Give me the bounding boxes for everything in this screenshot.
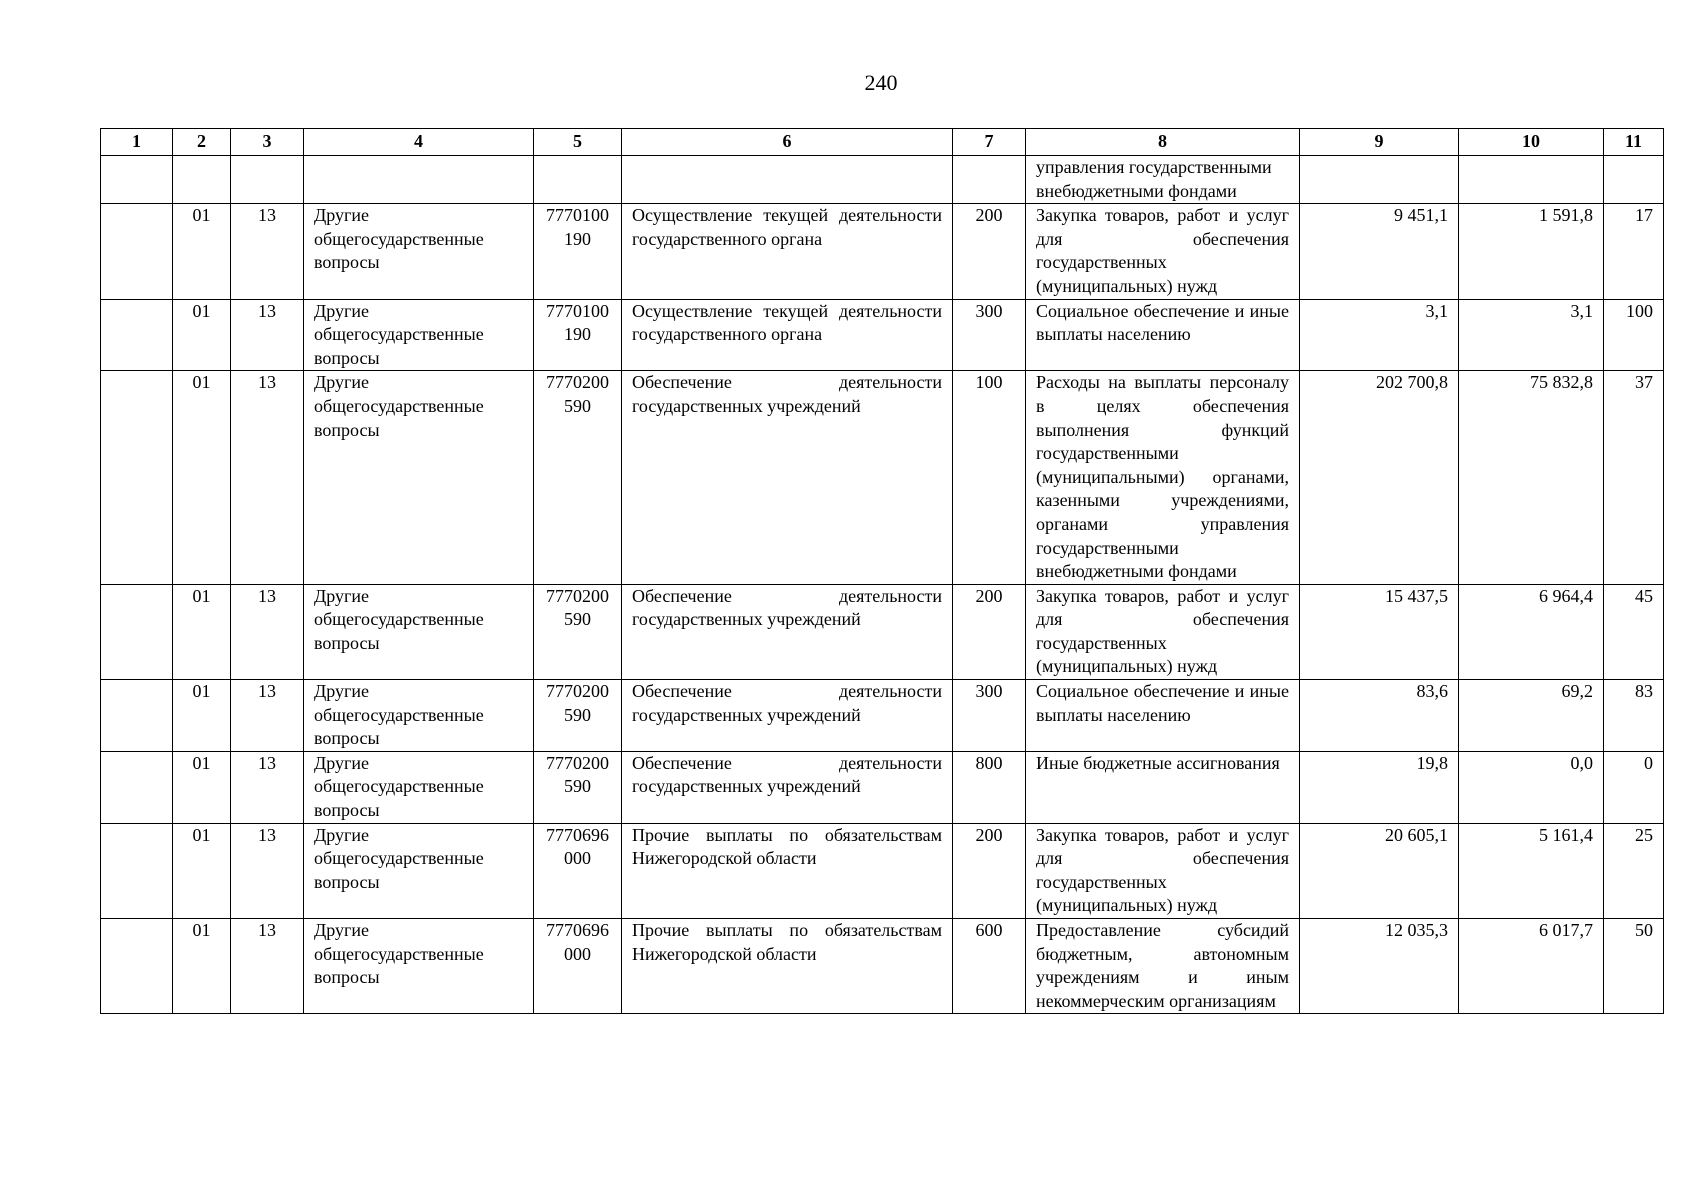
cell-target-code: 7770200590 — [534, 680, 622, 752]
cell-subsection: 13 — [231, 823, 304, 918]
cell-percent: 83 — [1604, 680, 1664, 752]
cell-target-name: Обеспечение деятельности государственных учреждений — [622, 371, 953, 584]
cell-empty — [953, 156, 1026, 204]
cell-subsection-name: Другие общегосударственные вопросы — [304, 680, 534, 752]
cell-empty — [101, 204, 173, 299]
cell-subsection: 13 — [231, 751, 304, 823]
cell-subsection: 13 — [231, 919, 304, 1014]
cell-target-name: Прочие выплаты по обязательствам Нижегородской области — [622, 823, 953, 918]
cell-subsection: 13 — [231, 204, 304, 299]
cell-subsection: 13 — [231, 584, 304, 679]
table-row — [101, 919, 1664, 1014]
table-row — [101, 299, 1664, 371]
cell-section: 01 — [173, 204, 231, 299]
cell-expense-type: Закупка товаров, работ и услуг для обеспечения государственных (муниципальных) нужд — [1026, 823, 1300, 918]
cell-planned: 3,1 — [1300, 299, 1459, 371]
cell-percent: 50 — [1604, 919, 1664, 1014]
cell-target-name: Осуществление текущей деятельности государственного органа — [622, 299, 953, 371]
cell-subsection-name: Другие общегосударственные вопросы — [304, 751, 534, 823]
cell-percent: 100 — [1604, 299, 1664, 371]
cell-expense-code: 600 — [953, 919, 1026, 1014]
cell-percent: 0 — [1604, 751, 1664, 823]
cell-expense-code: 200 — [953, 204, 1026, 299]
table-row — [101, 204, 1664, 299]
cell-percent: 37 — [1604, 371, 1664, 584]
cell-empty — [101, 919, 173, 1014]
cell-empty — [1300, 156, 1459, 204]
column-header: 4 — [304, 129, 534, 156]
cell-planned: 9 451,1 — [1300, 204, 1459, 299]
cell-expense-code: 100 — [953, 371, 1026, 584]
cell-planned: 202 700,8 — [1300, 371, 1459, 584]
cell-expense-code: 300 — [953, 680, 1026, 752]
cell-target-name: Обеспечение деятельности государственных учреждений — [622, 680, 953, 752]
cell-planned: 15 437,5 — [1300, 584, 1459, 679]
column-header: 11 — [1604, 129, 1664, 156]
header-row — [101, 129, 1664, 156]
cell-empty — [101, 680, 173, 752]
column-header: 1 — [101, 129, 173, 156]
cell-empty — [173, 156, 231, 204]
cell-percent: 25 — [1604, 823, 1664, 918]
cell-expense-type: Предоставление субсидий бюджетным, автономным учреждениям и иным некоммерческим организациям — [1026, 919, 1300, 1014]
cell-empty — [304, 156, 534, 204]
cell-expense-code: 300 — [953, 299, 1026, 371]
table-row — [101, 371, 1664, 584]
cell-section: 01 — [173, 919, 231, 1014]
cell-expense-type: Закупка товаров, работ и услуг для обеспечения государственных (муниципальных) нужд — [1026, 584, 1300, 679]
cell-executed: 5 161,4 — [1459, 823, 1604, 918]
column-header: 3 — [231, 129, 304, 156]
cell-empty — [1604, 156, 1664, 204]
cell-planned: 12 035,3 — [1300, 919, 1459, 1014]
column-header: 8 — [1026, 129, 1300, 156]
cell-expense-type: Расходы на выплаты персоналу в целях обеспечения выполнения функций государственными (муниципальными) органами, казенными учреждениями, органами управления государственными внебюджетными фондами — [1026, 371, 1300, 584]
cell-section: 01 — [173, 584, 231, 679]
continuation-row — [101, 156, 1664, 204]
cell-empty — [1459, 156, 1604, 204]
cell-target-code: 7770200590 — [534, 584, 622, 679]
cell-expense-code: 200 — [953, 584, 1026, 679]
column-header: 10 — [1459, 129, 1604, 156]
cell-empty — [101, 156, 173, 204]
cell-empty — [101, 751, 173, 823]
cell-planned: 19,8 — [1300, 751, 1459, 823]
cell-empty — [534, 156, 622, 204]
cell-subsection-name: Другие общегосударственные вопросы — [304, 204, 534, 299]
cell-target-code: 7770200590 — [534, 371, 622, 584]
page-number: 240 — [864, 70, 898, 95]
cell-empty — [622, 156, 953, 204]
cell-planned: 83,6 — [1300, 680, 1459, 752]
cell-subsection-name: Другие общегосударственные вопросы — [304, 299, 534, 371]
cell-target-code: 7770696000 — [534, 823, 622, 918]
cell-section: 01 — [173, 751, 231, 823]
cell-empty — [101, 371, 173, 584]
cell-empty — [101, 823, 173, 918]
cell-percent: 17 — [1604, 204, 1664, 299]
cell-section: 01 — [173, 299, 231, 371]
cell-executed: 3,1 — [1459, 299, 1604, 371]
cell-subsection-name: Другие общегосударственные вопросы — [304, 371, 534, 584]
cell-subsection: 13 — [231, 299, 304, 371]
table-row — [101, 584, 1664, 679]
cell-executed: 6 964,4 — [1459, 584, 1604, 679]
cell-empty — [231, 156, 304, 204]
cell-section: 01 — [173, 680, 231, 752]
cell-executed: 69,2 — [1459, 680, 1604, 752]
cell-executed: 75 832,8 — [1459, 371, 1604, 584]
cell-expense-code: 200 — [953, 823, 1026, 918]
cell-expense-code: 800 — [953, 751, 1026, 823]
cell-target-code: 7770100190 — [534, 204, 622, 299]
column-header: 6 — [622, 129, 953, 156]
cell-empty — [101, 584, 173, 679]
cell-expense-type: Социальное обеспечение и иные выплаты населению — [1026, 680, 1300, 752]
table-row — [101, 680, 1664, 752]
cell-section: 01 — [173, 823, 231, 918]
cell-expense-type: Иные бюджетные ассигнования — [1026, 751, 1300, 823]
cell-expense-type: Закупка товаров, работ и услуг для обеспечения государственных (муниципальных) нужд — [1026, 204, 1300, 299]
cell-executed: 6 017,7 — [1459, 919, 1604, 1014]
cell-percent: 45 — [1604, 584, 1664, 679]
cell-subsection-name: Другие общегосударственные вопросы — [304, 823, 534, 918]
cell-target-name: Обеспечение деятельности государственных учреждений — [622, 751, 953, 823]
column-header: 2 — [173, 129, 231, 156]
cell-executed: 1 591,8 — [1459, 204, 1604, 299]
cell-target-name: Обеспечение деятельности государственных учреждений — [622, 584, 953, 679]
cell-target-name: Прочие выплаты по обязательствам Нижегородской области — [622, 919, 953, 1014]
budget-table — [100, 128, 1664, 1014]
cell-target-code: 7770100190 — [534, 299, 622, 371]
column-header: 5 — [534, 129, 622, 156]
cell-expense-type: управления государственными внебюджетными фондами — [1026, 156, 1300, 204]
cell-expense-type: Социальное обеспечение и иные выплаты населению — [1026, 299, 1300, 371]
cell-section: 01 — [173, 371, 231, 584]
cell-executed: 0,0 — [1459, 751, 1604, 823]
cell-subsection-name: Другие общегосударственные вопросы — [304, 584, 534, 679]
cell-subsection-name: Другие общегосударственные вопросы — [304, 919, 534, 1014]
cell-subsection: 13 — [231, 680, 304, 752]
cell-target-code: 7770696000 — [534, 919, 622, 1014]
cell-target-code: 7770200590 — [534, 751, 622, 823]
cell-target-name: Осуществление текущей деятельности государственного органа — [622, 204, 953, 299]
table-row — [101, 751, 1664, 823]
cell-empty — [101, 299, 173, 371]
cell-planned: 20 605,1 — [1300, 823, 1459, 918]
cell-subsection: 13 — [231, 371, 304, 584]
table-row — [101, 823, 1664, 918]
column-header: 7 — [953, 129, 1026, 156]
column-header: 9 — [1300, 129, 1459, 156]
